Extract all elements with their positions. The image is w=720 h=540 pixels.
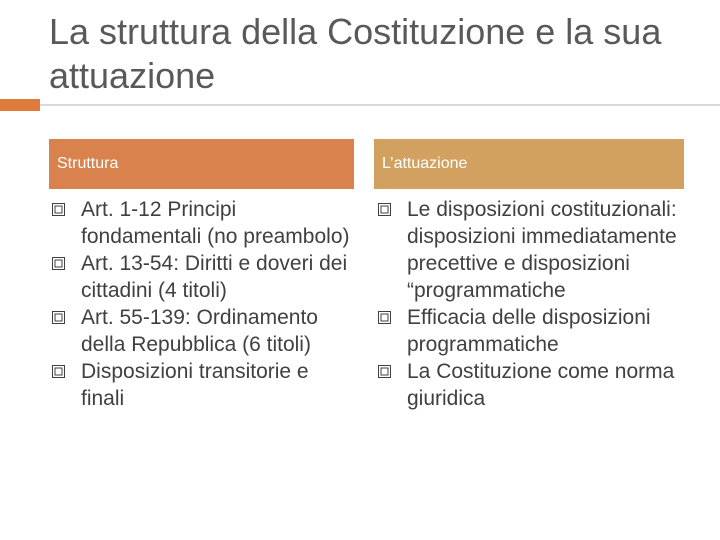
- list-item-text: Disposizioni transitorie e finali: [81, 360, 309, 410]
- list-item: [52, 250, 352, 304]
- square-bullet-icon: [52, 365, 66, 379]
- list-item-text: Art. 1-12 Principi fondamentali (no preambolo): [81, 198, 350, 248]
- list-item-text: La Costituzione come norma giuridica: [407, 360, 675, 410]
- attuazione-bullet-list: [378, 196, 686, 412]
- list-item-text: Efficacia delle disposizioni programmatiche: [407, 306, 651, 356]
- list-item: [378, 358, 686, 412]
- square-bullet-icon: [52, 311, 66, 325]
- square-bullet-icon: [378, 311, 392, 325]
- list-item: [52, 196, 352, 250]
- struttura-bullet-list: [52, 196, 352, 412]
- list-item: [378, 304, 686, 358]
- list-item-text: Art. 13-54: Diritti e doveri dei cittadini (4 titoli): [81, 252, 348, 302]
- title-accent-bar: [0, 99, 40, 111]
- list-item-text: Art. 55-139: Ordinamento della Repubblica (6 titoli): [81, 306, 318, 356]
- list-item: [52, 304, 352, 358]
- column-header-struttura: Struttura: [49, 139, 354, 189]
- column-header-attuazione: L’attuazione: [374, 139, 684, 189]
- title-divider-line: [40, 104, 720, 106]
- slide-title: La struttura della Costituzione e la sua attuazione: [49, 11, 662, 96]
- list-item: [52, 358, 352, 412]
- square-bullet-icon: [52, 203, 66, 217]
- list-item-text: Le disposizioni costituzionali: disposizioni immediatamente precettive e disposizioni “programmatiche: [407, 198, 677, 302]
- square-bullet-icon: [378, 365, 392, 379]
- list-item: [378, 196, 686, 304]
- square-bullet-icon: [378, 203, 392, 217]
- square-bullet-icon: [52, 257, 66, 271]
